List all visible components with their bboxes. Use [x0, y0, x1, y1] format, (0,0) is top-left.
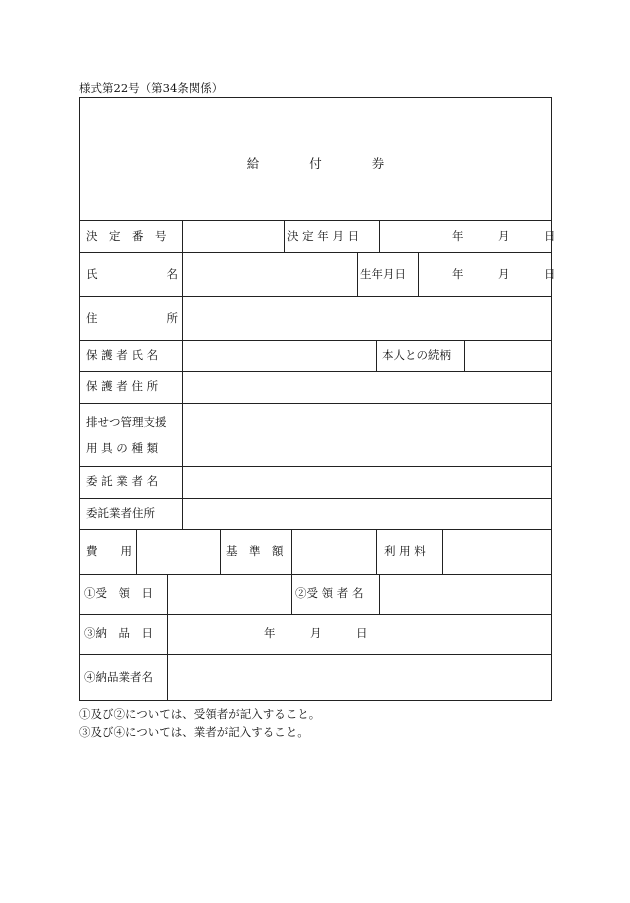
- column-divider: [284, 220, 285, 252]
- voucher-form: [79, 97, 556, 701]
- decision-date-field[interactable]: 年 月 日: [452, 229, 556, 243]
- form-number: 様式第22号（第34条関係）: [79, 81, 224, 95]
- contractor-name-label: 委 託 業 者 名: [86, 474, 159, 488]
- guardian-name-label: 保 護 者 氏 名: [86, 348, 159, 362]
- column-divider: [291, 574, 292, 614]
- aid-type-label-line2: 用 具 の 種 類: [86, 441, 159, 455]
- aid-type-field[interactable]: [183, 404, 551, 466]
- aid-type-label-line1: 排せつ管理支援: [86, 415, 167, 429]
- column-divider: [220, 529, 221, 574]
- row-divider: [80, 614, 551, 615]
- notes: [79, 705, 320, 741]
- name-field[interactable]: [183, 253, 356, 296]
- guardian-address-field[interactable]: [183, 372, 551, 403]
- relationship-field[interactable]: [465, 341, 551, 371]
- contractor-address-label: 委託業者住所: [86, 506, 155, 520]
- delivery-vendor-label: ④納品業者名: [84, 670, 153, 684]
- standard-amount-field[interactable]: [292, 530, 376, 574]
- note-item: ①及び②については、受領者が記入すること。: [79, 707, 321, 721]
- column-divider: [376, 529, 377, 574]
- user-fee-label: 利 用 料: [384, 544, 426, 558]
- address-field[interactable]: [183, 297, 551, 340]
- decision-date-label: 決 定 年 月 日: [287, 229, 360, 243]
- column-divider: [418, 252, 419, 296]
- receipt-date-field[interactable]: [168, 575, 291, 614]
- recipient-name-field[interactable]: [380, 575, 551, 614]
- delivery-date-field[interactable]: 年 月 日: [264, 626, 368, 640]
- delivery-vendor-field[interactable]: [168, 655, 551, 700]
- contractor-name-field[interactable]: [183, 467, 551, 498]
- row-divider: [80, 220, 551, 221]
- column-divider: [357, 252, 358, 296]
- address-label: 住 所: [86, 311, 178, 325]
- user-fee-field[interactable]: [443, 530, 551, 574]
- name-label: 氏 名: [86, 267, 178, 281]
- standard-amount-label: 基 準 額: [226, 544, 284, 558]
- birth-date-label: 生年月日: [360, 267, 406, 281]
- delivery-date-label: ③納 品 日: [84, 626, 153, 640]
- column-divider: [376, 340, 377, 371]
- contractor-address-field[interactable]: [183, 499, 551, 529]
- decision-number-label: 決 定 番 号: [86, 229, 167, 243]
- receipt-date-label: ①受 領 日: [84, 586, 153, 600]
- cost-field[interactable]: [137, 530, 220, 574]
- form-title: 給 付 券: [246, 156, 385, 171]
- relationship-label: 本人との続柄: [382, 348, 451, 362]
- recipient-name-label: ②受 領 者 名: [295, 586, 364, 600]
- column-divider: [379, 220, 380, 252]
- guardian-name-field[interactable]: [183, 341, 375, 371]
- decision-number-field[interactable]: [183, 221, 283, 252]
- cost-label: 費 用: [86, 544, 132, 558]
- birth-date-field[interactable]: 年 月 日: [452, 267, 556, 281]
- guardian-address-label: 保 護 者 住 所: [86, 379, 159, 393]
- note-item: ③及び④については、業者が記入すること。: [79, 725, 309, 739]
